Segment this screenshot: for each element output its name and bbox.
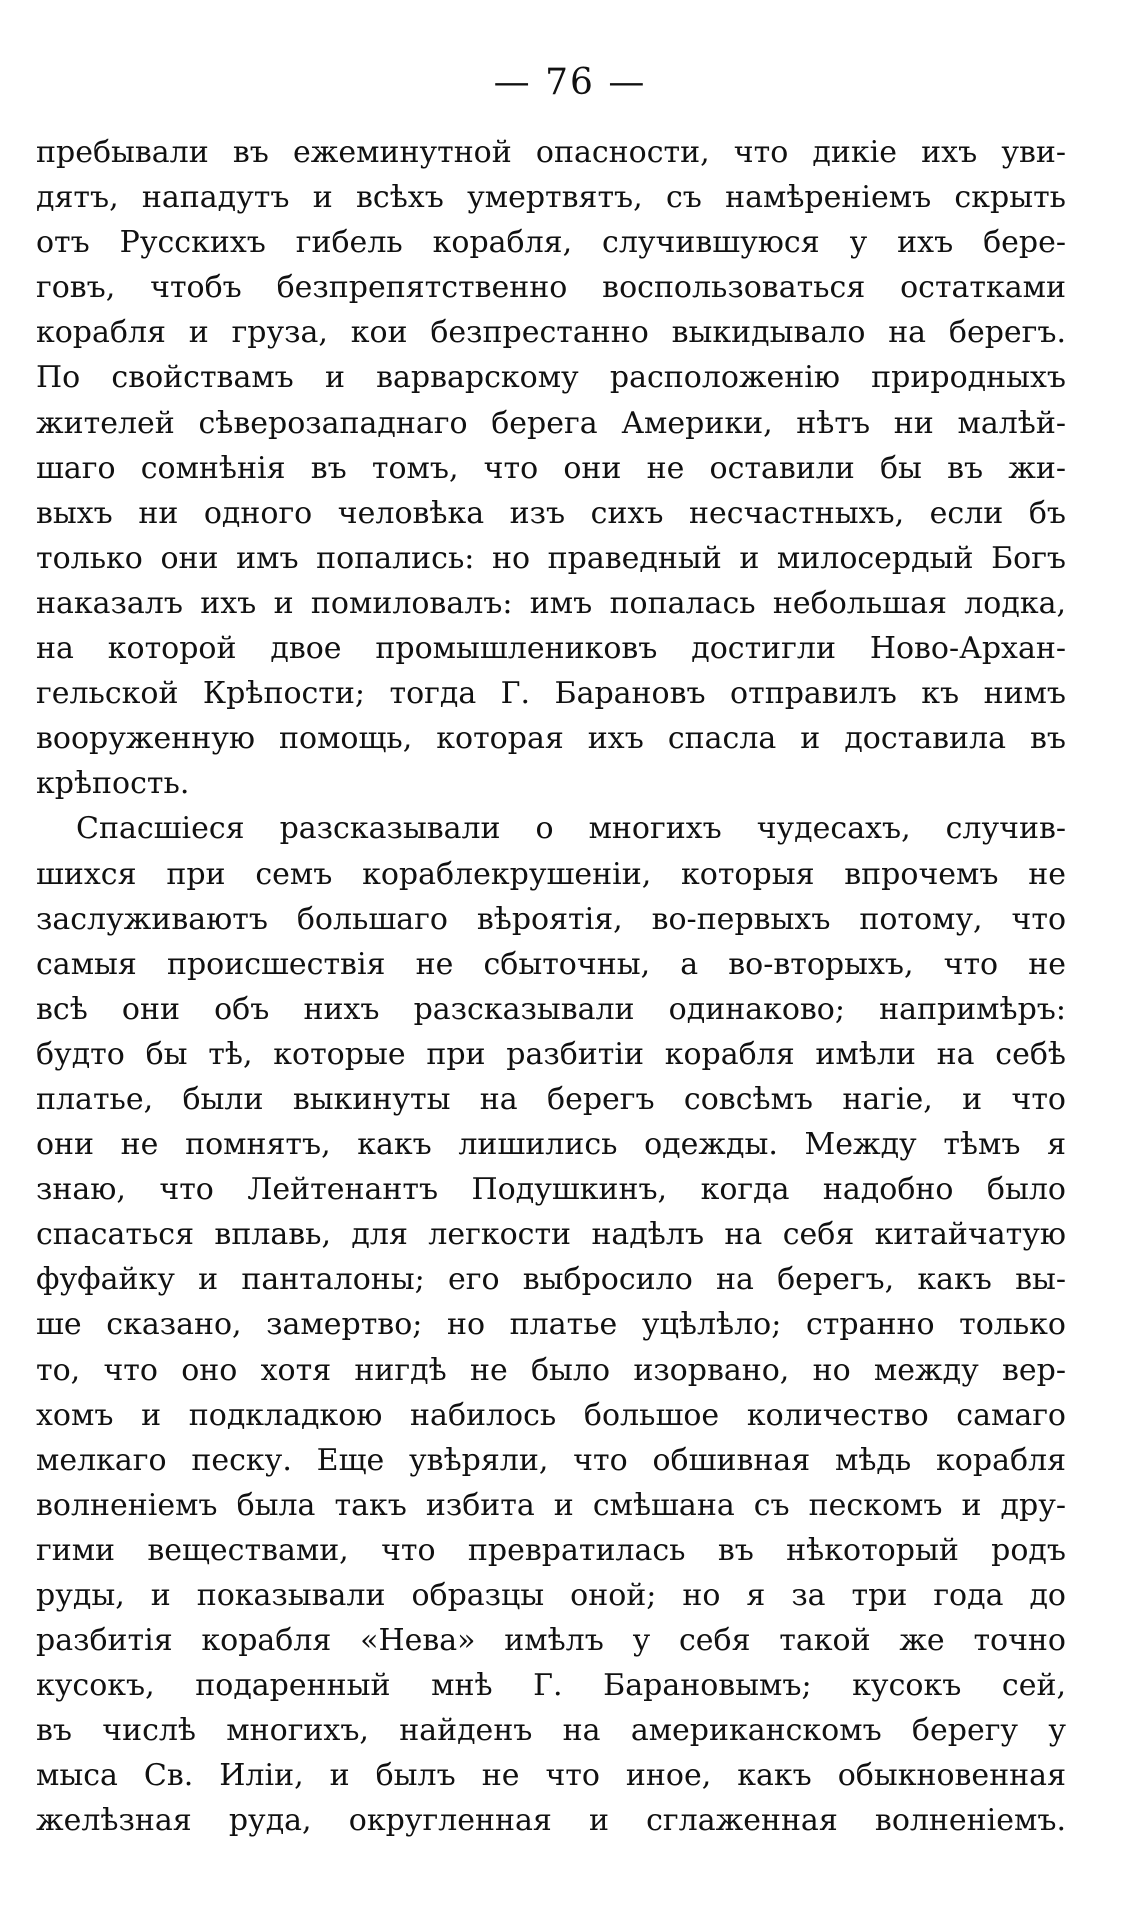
text-line: разбитія корабля «Нева» имѣлъ у себя такой же точно <box>36 1623 1066 1659</box>
text-line: мелкаго песку. Еще увѣряли, что обшивная мѣдь корабля <box>36 1442 1066 1478</box>
text-line: ше сказано, замертво; но платье уцѣлѣло; странно только <box>36 1307 1066 1343</box>
text-line: то, что оно хотя нигдѣ не было изорвано, но между вер- <box>36 1352 1066 1388</box>
text-line: наказалъ ихъ и помиловалъ: имъ попалась небольшая лодка, <box>36 585 1066 621</box>
text-line: заслуживаютъ большаго вѣроятія, во-первыхъ потому, что <box>36 901 1066 937</box>
text-line: будто бы тѣ, которые при разбитіи корабля имѣли на себѣ <box>36 1036 1066 1072</box>
text-line: кусокъ, подаренный мнѣ Г. Барановымъ; кусокъ сей, <box>36 1668 1066 1704</box>
text-line: самыя происшествія не сбыточны, а во-вторыхъ, что не <box>36 946 1066 982</box>
text-line: платье, были выкинуты на берегъ совсѣмъ нагіе, и что <box>36 1081 1066 1117</box>
text-line: жителей сѣверозападнаго берега Америки, нѣтъ ни малѣй- <box>36 405 1066 441</box>
text-line: всѣ они объ нихъ разсказывали одинаково; напримѣръ: <box>36 991 1066 1027</box>
body-text <box>36 130 1066 1844</box>
text-line: шаго сомнѣнія въ томъ, что они не оставили бы въ жи- <box>36 450 1066 486</box>
text-line: хомъ и подкладкою набилось большое количество самаго <box>36 1397 1066 1433</box>
paragraph-end-line: крѣпость. <box>36 766 190 802</box>
text-line: гими веществами, что превратилась въ нѣкоторый родъ <box>36 1532 1066 1568</box>
text-line: корабля и груза, кои безпрестанно выкидывало на берегъ. <box>36 315 1066 351</box>
text-line: отъ Русскихъ гибель корабля, случившуюся у ихъ бере- <box>36 225 1066 261</box>
text-line: гельской Крѣпости; тогда Г. Барановъ отправилъ къ нимъ <box>36 676 1066 712</box>
text-line: волненіемъ была такъ избита и смѣшана съ пескомъ и дру- <box>36 1487 1066 1523</box>
text-line: вооруженную помощь, которая ихъ спасла и доставила въ <box>36 721 1066 757</box>
text-line: только они имъ попались: но праведный и милосердый Богъ <box>36 540 1066 576</box>
text-line: дятъ, нападутъ и всѣхъ умертвятъ, съ намѣреніемъ скрыть <box>36 180 1066 216</box>
text-line: они не помнятъ, какъ лишились одежды. Между тѣмъ я <box>36 1127 1066 1163</box>
page-number: — 76 — <box>493 62 647 103</box>
text-line: въ числѣ многихъ, найденъ на американскомъ берегу у <box>36 1713 1066 1749</box>
text-line: желѣзная руда, округленная и сглаженная волненіемъ. <box>36 1803 1066 1839</box>
text-line: мыса Св. Иліи, и былъ не что иное, какъ обыкновенная <box>36 1758 1066 1794</box>
text-line: фуфайку и панталоны; его выбросило на берегъ, какъ вы- <box>36 1262 1066 1298</box>
paragraph-start-line: Спасшіеся разсказывали о многихъ чудесахъ, случив- <box>76 811 1066 847</box>
text-line: на которой двое промышлениковъ достигли Ново-Архан- <box>36 631 1066 667</box>
text-line: выхъ ни одного человѣка изъ сихъ несчастныхъ, если бъ <box>36 495 1066 531</box>
text-line: спасаться вплавь, для легкости надѣлъ на себя китайчатую <box>36 1217 1066 1253</box>
text-line: шихся при семъ кораблекрушеніи, которыя впрочемъ не <box>36 856 1066 892</box>
text-line: По свойствамъ и варварскому расположенію природныхъ <box>36 360 1066 396</box>
text-line: говъ, чтобъ безпрепятственно воспользоваться остатками <box>36 270 1066 306</box>
text-line: знаю, что Лейтенантъ Подушкинъ, когда надобно было <box>36 1172 1066 1208</box>
text-line: пребывали въ ежеминутной опасности, что дикіе ихъ уви- <box>36 135 1066 170</box>
text-line: руды, и показывали образцы оной; но я за три года до <box>36 1578 1066 1613</box>
